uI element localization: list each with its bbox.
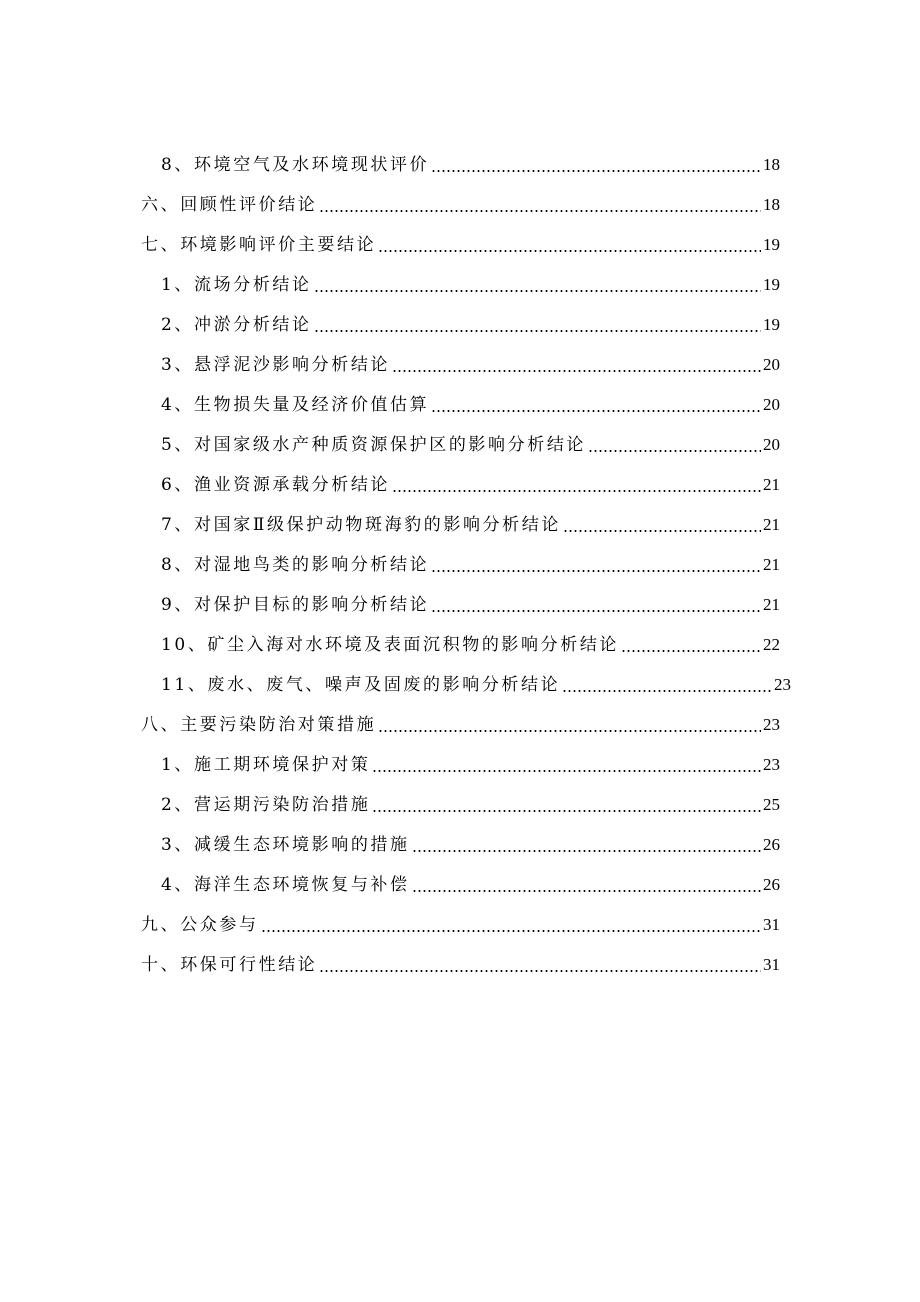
toc-entry-page: 23 (763, 715, 780, 734)
toc-entry (141, 910, 780, 936)
toc-entry-title: 2、冲淤分析结论 (161, 315, 312, 335)
toc-entry-title: 8、环境空气及水环境现状评价 (161, 155, 430, 175)
toc-dot-leader (392, 355, 761, 373)
toc-dot-leader (314, 315, 761, 333)
toc-dot-leader (562, 675, 772, 693)
toc-entry-title: 十、环保可行性结论 (141, 955, 318, 975)
toc-dot-leader (372, 755, 761, 773)
toc-entry-page: 21 (763, 515, 780, 534)
toc-dot-leader (431, 395, 761, 413)
toc-entry-title: 九、公众参与 (141, 915, 259, 935)
toc-dot-leader (378, 715, 761, 733)
toc-dot-leader (412, 875, 761, 893)
toc-entry (161, 270, 780, 296)
toc-dot-leader (431, 155, 761, 173)
toc-entry-title: 七、环境影响评价主要结论 (141, 235, 377, 255)
toc-entry (161, 350, 780, 376)
toc-dot-leader (431, 595, 761, 613)
toc-entry-page: 21 (763, 475, 780, 494)
toc-entry-title: 3、悬浮泥沙影响分析结论 (161, 355, 391, 375)
toc-dot-leader (319, 195, 761, 213)
toc-entry-title: 1、施工期环境保护对策 (161, 755, 371, 775)
toc-dot-leader (372, 795, 761, 813)
toc-entry (161, 590, 780, 616)
toc-entry-title: 3、减缓生态环境影响的措施 (161, 835, 410, 855)
toc-entry (141, 230, 780, 256)
toc-entry (161, 830, 780, 856)
toc-dot-leader (563, 515, 761, 533)
toc-entry-title: 1、流场分析结论 (161, 275, 312, 295)
toc-entry-page: 26 (763, 875, 780, 894)
toc-entry (141, 950, 780, 976)
toc-entry-page: 20 (763, 355, 780, 374)
toc-dot-leader (621, 635, 761, 653)
toc-dot-leader (314, 275, 761, 293)
toc-entry-title: 8、对湿地鸟类的影响分析结论 (161, 555, 430, 575)
toc-entry-page: 21 (763, 555, 780, 574)
toc-entry-title: 5、对国家级水产种质资源保护区的影响分析结论 (161, 435, 587, 455)
toc-dot-leader (412, 835, 761, 853)
toc-dot-leader (261, 915, 761, 933)
toc-entry-page: 31 (763, 915, 780, 934)
toc-dot-leader (431, 555, 761, 573)
toc-entry (161, 670, 791, 696)
toc-entry-page: 26 (763, 835, 780, 854)
toc-entry (161, 150, 780, 176)
toc-entry-title: 六、回顾性评价结论 (141, 195, 318, 215)
toc-entry (161, 510, 780, 536)
toc-entry-page: 20 (763, 435, 780, 454)
toc-entry (161, 630, 780, 656)
toc-entry-page: 19 (763, 275, 780, 294)
toc-entry-title: 6、渔业资源承载分析结论 (161, 475, 391, 495)
toc-entry-page: 20 (763, 395, 780, 414)
toc-dot-leader (392, 475, 761, 493)
toc-entry-page: 21 (763, 595, 780, 614)
toc-entry-title: 11、废水、废气、噪声及固废的影响分析结论 (161, 675, 561, 695)
toc-entry-title: 9、对保护目标的影响分析结论 (161, 595, 430, 615)
toc-entry-page: 22 (763, 635, 780, 654)
toc-entry (161, 550, 780, 576)
toc-entry-page: 23 (763, 755, 780, 774)
toc-entry-title: 7、对国家Ⅱ级保护动物斑海豹的影响分析结论 (161, 515, 561, 535)
toc-entry (161, 310, 780, 336)
toc-entry-page: 25 (763, 795, 780, 814)
toc-entry (161, 870, 780, 896)
toc-entry (161, 430, 780, 456)
toc-entry (161, 750, 780, 776)
toc-dot-leader (378, 235, 761, 253)
toc-entry-title: 4、生物损失量及经济价值估算 (161, 395, 430, 415)
toc-entry-page: 23 (774, 675, 791, 694)
toc-entry-title: 4、海洋生态环境恢复与补偿 (161, 875, 410, 895)
toc-entry (141, 710, 780, 736)
toc-entry (141, 190, 780, 216)
toc-entry-title: 八、主要污染防治对策措施 (141, 715, 377, 735)
toc-dot-leader (319, 955, 761, 973)
toc-entry-page: 19 (763, 235, 780, 254)
toc-entry-page: 19 (763, 315, 780, 334)
toc-entry-page: 18 (763, 155, 780, 174)
toc-dot-leader (588, 435, 761, 453)
toc-entry-page: 18 (763, 195, 780, 214)
toc-entry-title: 10、矿尘入海对水环境及表面沉积物的影响分析结论 (161, 635, 620, 655)
toc-entry (161, 790, 780, 816)
toc-entry (161, 390, 780, 416)
toc-entry-page: 31 (763, 955, 780, 974)
toc-entry-title: 2、营运期污染防治措施 (161, 795, 371, 815)
toc-entry (161, 470, 780, 496)
